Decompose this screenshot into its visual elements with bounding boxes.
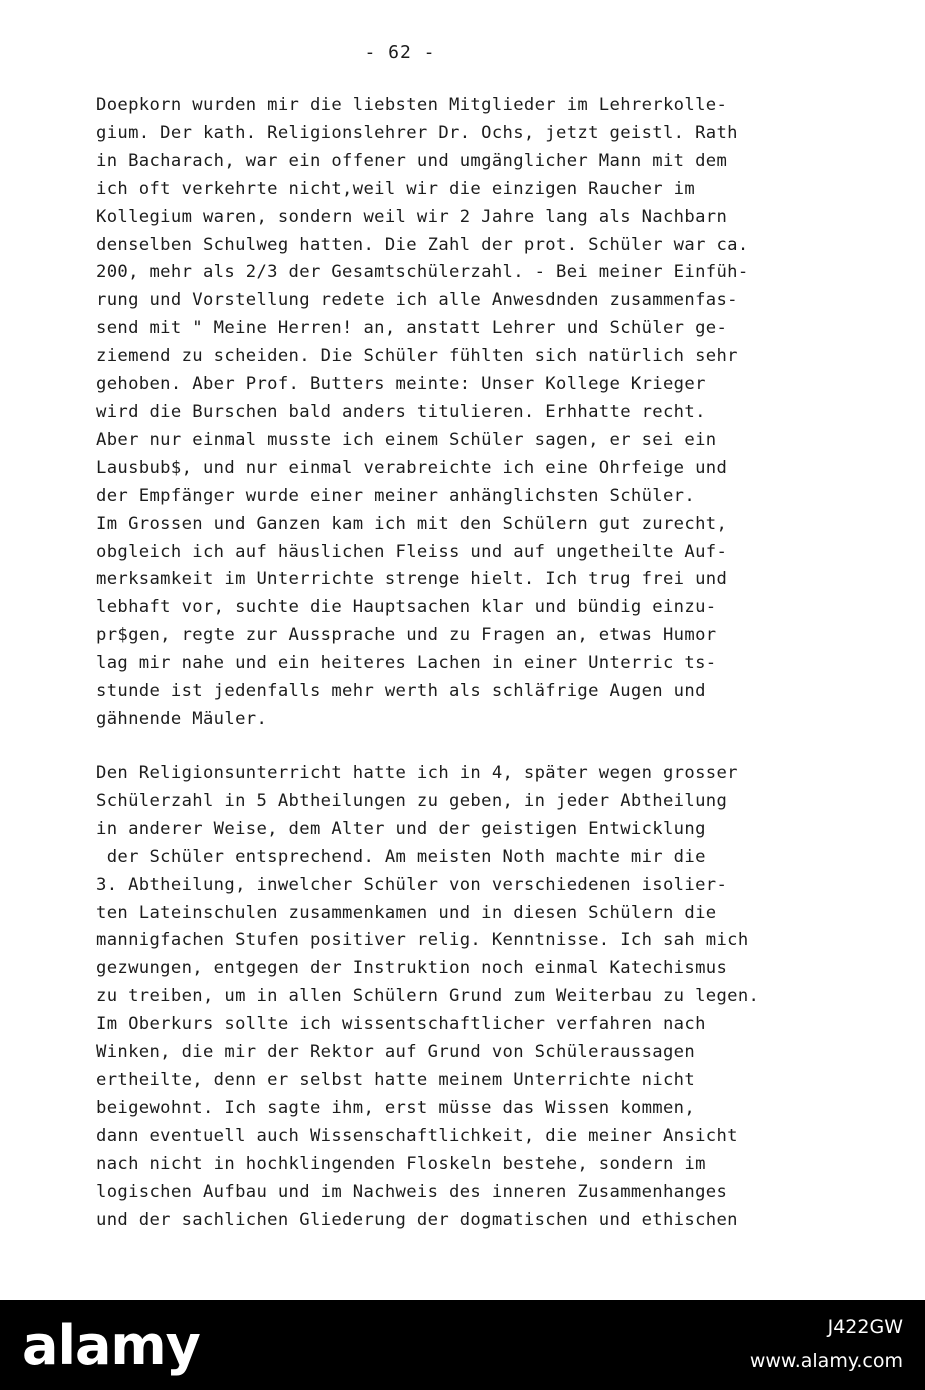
paragraph-2: Den Religionsunterricht hatte ich in 4, später wegen grosser Schülerzahl in 5 Abtheilungen zu geben, in jeder Abtheilung in anderer Weise, dem Alter und der geistigen Entwicklung der Schüler entsprechend. Am meisten Noth machte mir die 3. Abtheilung, inwelcher Schüler von verschiedenen isolier- ten Lateinschulen zusammenkamen und in diesen Schülern die mannigfachen Stufen positiver relig. Kenntnisse. Ich sah mich gezwungen, entgegen der Instruktion noch einmal Katechismus zu treiben, um in allen Schülern Grund zum Weiterbau zu legen. Im Oberkurs sollte ich wissentschaftlicher verfahren nach Winken, die mir der Rektor auf Grund von Schüleraussagen ertheilte, denn er selbst hatte meinem Unterrichte nicht beigewohnt. Ich sagte ihm, erst müsse das Wissen kommen, dann eventuell auch Wissenschaftlichkeit, die meiner Ansicht nach nicht in hochklingenden Floskeln bestehe, sondern im logischen Aufbau und im Nachweis des inneren Zusammenhanges und der sachlichen Gliederung der dogmatischen und ethischen	[96, 763, 760, 1230]
page-number: - 62 -	[364, 42, 436, 63]
site-url: www.alamy.com	[749, 1350, 903, 1372]
brand-logo: alamy	[22, 1314, 200, 1377]
image-id: J422GW	[827, 1316, 903, 1338]
watermark-footer	[0, 1300, 925, 1390]
paragraph-1: Doepkorn wurden mir die liebsten Mitglieder im Lehrerkolle- gium. Der kath. Religionslehrer Dr. Ochs, jetzt geistl. Rath in Bacharach, war ein offener und umgänglicher Mann mit dem ich oft verkehrte nicht,weil wir die einzigen Raucher im Kollegium waren, sondern weil wir 2 Jahre lang als Nachbarn denselben Schulweg hatten. Die Zahl der prot. Schüler war ca. 200, mehr als 2/3 der Gesamtschülerzahl. - Bei meiner Einfüh- rung und Vorstellung redete ich alle Anwesdnden zusammenfas- send mit " Meine Herren! an, anstatt Lehrer und Schüler ge- ziemend zu scheiden. Die Schüler fühlten sich natürlich sehr gehoben. Aber Prof. Butters meinte: Unser Kollege Krieger wird die Burschen bald anders titulieren. Erhhatte recht. Aber nur einmal musste ich einem Schüler sagen, er sei ein Lausbub$, und nur einmal verabreichte ich eine Ohrfeige und der Empfänger wurde einer meiner anhänglichsten Schüler. Im Grossen und Ganzen kam ich mit den Schülern gut zurecht, obgleich ich auf häuslichen Fleiss und auf ungetheilte Auf- merksamkeit im Unterrichte strenge hielt. Ich trug frei und lebhaft vor, suchte die Hauptsachen klar und bündig einzu- pr$gen, regte zur Aussprache und zu Fragen an, etwas Humor lag mir nahe und ein heiteres Lachen in einer Unterric ts- stunde ist jedenfalls mehr werth als schläfrige Augen und gähnende Mäuler.	[96, 95, 749, 729]
